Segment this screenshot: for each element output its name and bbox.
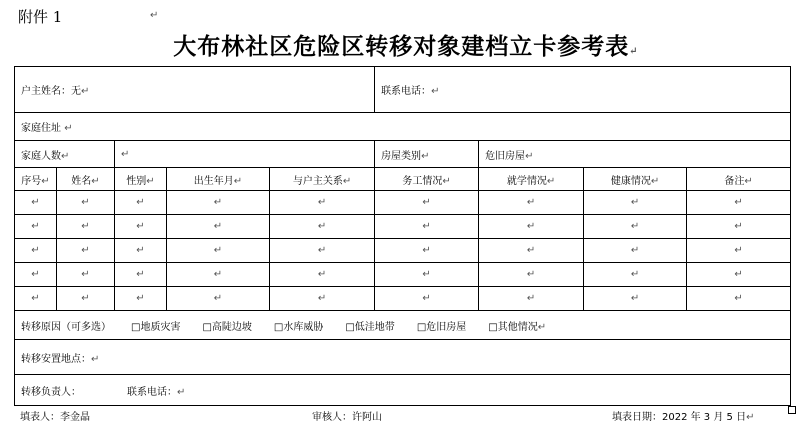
blank-cell[interactable] xyxy=(479,263,584,287)
transfer-reason-checkbox[interactable]: □水库威胁 xyxy=(273,321,324,333)
settlement-label: 转移安置地点： xyxy=(21,353,91,365)
blank-cell[interactable] xyxy=(687,239,791,263)
paragraph-mark: ↵ xyxy=(526,221,536,232)
paragraph-mark: ↵ xyxy=(41,175,50,187)
blank-cell[interactable] xyxy=(584,191,687,215)
paragraph-mark: ↵ xyxy=(31,197,40,208)
paragraph-mark: ↵ xyxy=(526,197,536,208)
paragraph-mark: ↵ xyxy=(64,123,73,134)
paragraph-mark: ↵ xyxy=(546,175,556,187)
house-type-label: 房屋类别 xyxy=(381,150,422,162)
paragraph-mark: ↵ xyxy=(537,321,547,333)
paragraph-mark: ↵ xyxy=(91,175,100,187)
responsible-phone-label: 联系电话： xyxy=(127,386,177,398)
cell-contact-phone[interactable] xyxy=(375,67,791,113)
blank-cell[interactable] xyxy=(270,263,375,287)
blank-cell[interactable] xyxy=(479,239,584,263)
paragraph-mark: ↵ xyxy=(422,197,431,208)
blank-cell[interactable] xyxy=(479,287,584,311)
blank-cell[interactable] xyxy=(375,287,479,311)
paragraph-mark: ↵ xyxy=(422,245,431,256)
paragraph-mark: ↵ xyxy=(431,86,440,97)
paragraph-mark: ↵ xyxy=(630,293,640,304)
blank-cell[interactable] xyxy=(375,215,479,239)
blank-cell[interactable] xyxy=(479,191,584,215)
paragraph-mark: ↵ xyxy=(526,293,536,304)
paragraph-mark: ↵ xyxy=(317,293,327,304)
paragraph-mark: ↵ xyxy=(31,269,40,280)
title-text: 大布林社区危险区转移对象建档立卡参考表 xyxy=(173,33,630,60)
paragraph-mark: ↵ xyxy=(81,245,90,256)
column-header-label: 备注 xyxy=(724,175,745,187)
blank-cell[interactable] xyxy=(15,263,57,287)
paragraph-mark: ↵ xyxy=(525,150,534,162)
paragraph-mark: ↵ xyxy=(746,412,755,423)
blank-cell[interactable] xyxy=(584,215,687,239)
blank-cell[interactable] xyxy=(584,263,687,287)
column-header-label: 出生年月 xyxy=(193,175,234,187)
reviewer-label: 审核人：许阿山 xyxy=(312,412,382,423)
table-row xyxy=(15,191,791,215)
paragraph-mark: ↵ xyxy=(422,221,431,232)
paragraph-mark: ↵ xyxy=(81,86,90,97)
blank-cell[interactable] xyxy=(15,215,57,239)
blank-cell[interactable] xyxy=(687,263,791,287)
paragraph-mark: ↵ xyxy=(81,221,90,232)
paragraph-mark: ↵ xyxy=(734,269,743,280)
blank-cell[interactable] xyxy=(15,191,57,215)
paragraph-mark: ↵ xyxy=(317,245,327,256)
transfer-reason-checkbox[interactable]: □地质灾害 xyxy=(131,321,181,333)
transfer-reason-checkbox[interactable]: □高陡边坡 xyxy=(202,321,252,333)
fill-date-text: 填表日期：2022 年 3 月 5 日 xyxy=(612,412,747,423)
paragraph-mark: ↵ xyxy=(526,245,536,256)
transfer-reason-checkbox[interactable]: □危旧房屋 xyxy=(416,321,467,333)
blank-cell[interactable] xyxy=(57,287,115,311)
column-header xyxy=(584,168,687,191)
blank-cell[interactable] xyxy=(479,215,584,239)
column-header-label: 务工情况 xyxy=(402,175,443,187)
blank-cell[interactable] xyxy=(687,287,791,311)
blank-cell[interactable] xyxy=(57,239,115,263)
paragraph-mark: ↵ xyxy=(630,221,640,232)
paragraph-mark: ↵ xyxy=(744,175,753,187)
paragraph-mark: ↵ xyxy=(526,269,536,280)
cell-transfer-reason xyxy=(15,311,791,340)
column-header-label: 健康情况 xyxy=(610,175,651,187)
blank-cell[interactable] xyxy=(57,215,115,239)
paragraph-mark: ↵ xyxy=(31,221,40,232)
blank-cell[interactable] xyxy=(270,215,375,239)
cell-responsible[interactable] xyxy=(15,375,791,406)
blank-cell[interactable] xyxy=(375,191,479,215)
cell-house-type[interactable] xyxy=(375,141,479,168)
paragraph-mark: ↵ xyxy=(233,175,243,187)
responsible-person-label: 转移负责人： xyxy=(21,386,81,398)
column-header xyxy=(57,168,115,191)
row-settlement xyxy=(15,340,791,375)
address-label: 家庭住址 xyxy=(21,123,61,134)
table-row xyxy=(15,239,791,263)
blank-cell[interactable] xyxy=(375,239,479,263)
row-address xyxy=(15,113,791,141)
cell-members-label xyxy=(15,141,115,168)
blank-cell[interactable] xyxy=(115,191,167,215)
fill-date-label xyxy=(612,408,754,423)
blank-cell[interactable] xyxy=(167,191,270,215)
contact-phone-label: 联系电话： xyxy=(381,86,432,97)
paragraph-mark: ↵ xyxy=(650,175,660,187)
column-header xyxy=(375,168,479,191)
paragraph-mark: ↵ xyxy=(422,269,431,280)
paragraph-mark: ↵ xyxy=(213,293,223,304)
blank-cell[interactable] xyxy=(584,287,687,311)
cell-members-value[interactable] xyxy=(115,141,375,168)
cell-settlement[interactable] xyxy=(15,340,791,375)
paragraph-mark: ↵ xyxy=(213,245,223,256)
column-header-label: 就学情况 xyxy=(506,175,547,187)
members-label: 家庭人数 xyxy=(21,150,61,162)
paragraph-mark: ↵ xyxy=(317,221,327,232)
blank-cell[interactable] xyxy=(115,263,167,287)
table-row xyxy=(15,287,791,311)
paragraph-mark: ↵ xyxy=(342,175,352,187)
head-name-label: 户主姓名：无 xyxy=(21,86,81,97)
cell-address[interactable] xyxy=(15,113,791,141)
registration-form-table xyxy=(14,66,791,406)
paragraph-mark: ↵ xyxy=(213,197,223,208)
row-transfer-reason xyxy=(15,311,791,340)
blank-cell[interactable] xyxy=(687,191,791,215)
paragraph-mark: ↵ xyxy=(213,221,223,232)
paragraph-mark: ↵ xyxy=(734,197,743,208)
paragraph-mark: ↵ xyxy=(150,10,159,21)
paragraph-mark: ↵ xyxy=(213,269,223,280)
column-header-label: 与户主关系 xyxy=(292,175,343,187)
paragraph-mark: ↵ xyxy=(136,245,145,256)
paragraph-mark: ↵ xyxy=(177,386,186,398)
paragraph-mark: ↵ xyxy=(734,293,743,304)
paragraph-mark: ↵ xyxy=(31,245,40,256)
blank-cell[interactable] xyxy=(57,191,115,215)
blank-cell[interactable] xyxy=(270,239,375,263)
paragraph-mark: ↵ xyxy=(136,269,145,280)
cell-old-house[interactable] xyxy=(479,141,791,168)
table-row xyxy=(15,263,791,287)
row-household-info xyxy=(15,141,791,168)
transfer-reason-checkbox[interactable]: □其他情况 xyxy=(488,321,538,333)
paragraph-mark: ↵ xyxy=(734,245,743,256)
blank-cell[interactable] xyxy=(115,239,167,263)
paragraph-mark: ↵ xyxy=(136,293,145,304)
paragraph-mark: ↵ xyxy=(121,148,130,160)
paragraph-mark: ↵ xyxy=(81,293,90,304)
paragraph-mark: ↵ xyxy=(421,150,430,162)
paragraph-mark: ↵ xyxy=(136,221,145,232)
column-header xyxy=(15,168,57,191)
blank-cell[interactable] xyxy=(15,287,57,311)
paragraph-mark: ↵ xyxy=(317,269,327,280)
column-header xyxy=(270,168,375,191)
transfer-reason-checkbox[interactable]: □低洼地带 xyxy=(345,321,395,333)
old-house-label: 危旧房屋 xyxy=(485,150,526,162)
column-header-label: 性别 xyxy=(126,175,147,187)
paragraph-mark: ↵ xyxy=(61,150,70,162)
column-header xyxy=(687,168,791,191)
paragraph-mark: ↵ xyxy=(136,197,145,208)
transfer-reason-label: 转移原因（可多选） xyxy=(21,321,111,333)
paragraph-mark: ↵ xyxy=(81,269,90,280)
blank-cell[interactable] xyxy=(167,287,270,311)
table-row xyxy=(15,215,791,239)
paragraph-mark: ↵ xyxy=(317,197,327,208)
blank-cell[interactable] xyxy=(15,239,57,263)
column-header xyxy=(115,168,167,191)
paragraph-mark: ↵ xyxy=(630,197,640,208)
paragraph-mark: ↵ xyxy=(630,245,640,256)
column-header-label: 序号 xyxy=(21,175,42,187)
blank-cell[interactable] xyxy=(375,263,479,287)
blank-cell[interactable] xyxy=(167,263,270,287)
column-header xyxy=(479,168,584,191)
row-column-headers xyxy=(15,168,791,191)
page-title xyxy=(0,28,812,61)
paragraph-mark: ↵ xyxy=(146,175,155,187)
paragraph-mark: ↵ xyxy=(31,293,40,304)
paragraph-mark: ↵ xyxy=(422,293,431,304)
column-header-label: 姓名 xyxy=(71,175,92,187)
blank-cell[interactable] xyxy=(115,287,167,311)
attachment-label: 附件 1 xyxy=(18,8,63,26)
paragraph-mark: ↵ xyxy=(630,269,640,280)
column-header xyxy=(167,168,270,191)
blank-cell[interactable] xyxy=(584,239,687,263)
row-household-head xyxy=(15,67,791,113)
paragraph-mark: ↵ xyxy=(629,46,639,57)
blank-cell[interactable] xyxy=(167,215,270,239)
blank-cell[interactable] xyxy=(687,215,791,239)
page-corner-marker xyxy=(788,406,796,414)
blank-cell[interactable] xyxy=(270,287,375,311)
blank-cell[interactable] xyxy=(270,191,375,215)
paragraph-mark: ↵ xyxy=(442,175,451,187)
blank-cell[interactable] xyxy=(115,215,167,239)
paragraph-mark: ↵ xyxy=(734,221,743,232)
cell-head-name[interactable] xyxy=(15,67,375,113)
filler-label: 填表人：李金晶 xyxy=(20,412,90,423)
blank-cell[interactable] xyxy=(57,263,115,287)
paragraph-mark: ↵ xyxy=(91,353,100,365)
paragraph-mark: ↵ xyxy=(81,197,90,208)
blank-cell[interactable] xyxy=(167,239,270,263)
row-responsible xyxy=(15,375,791,406)
